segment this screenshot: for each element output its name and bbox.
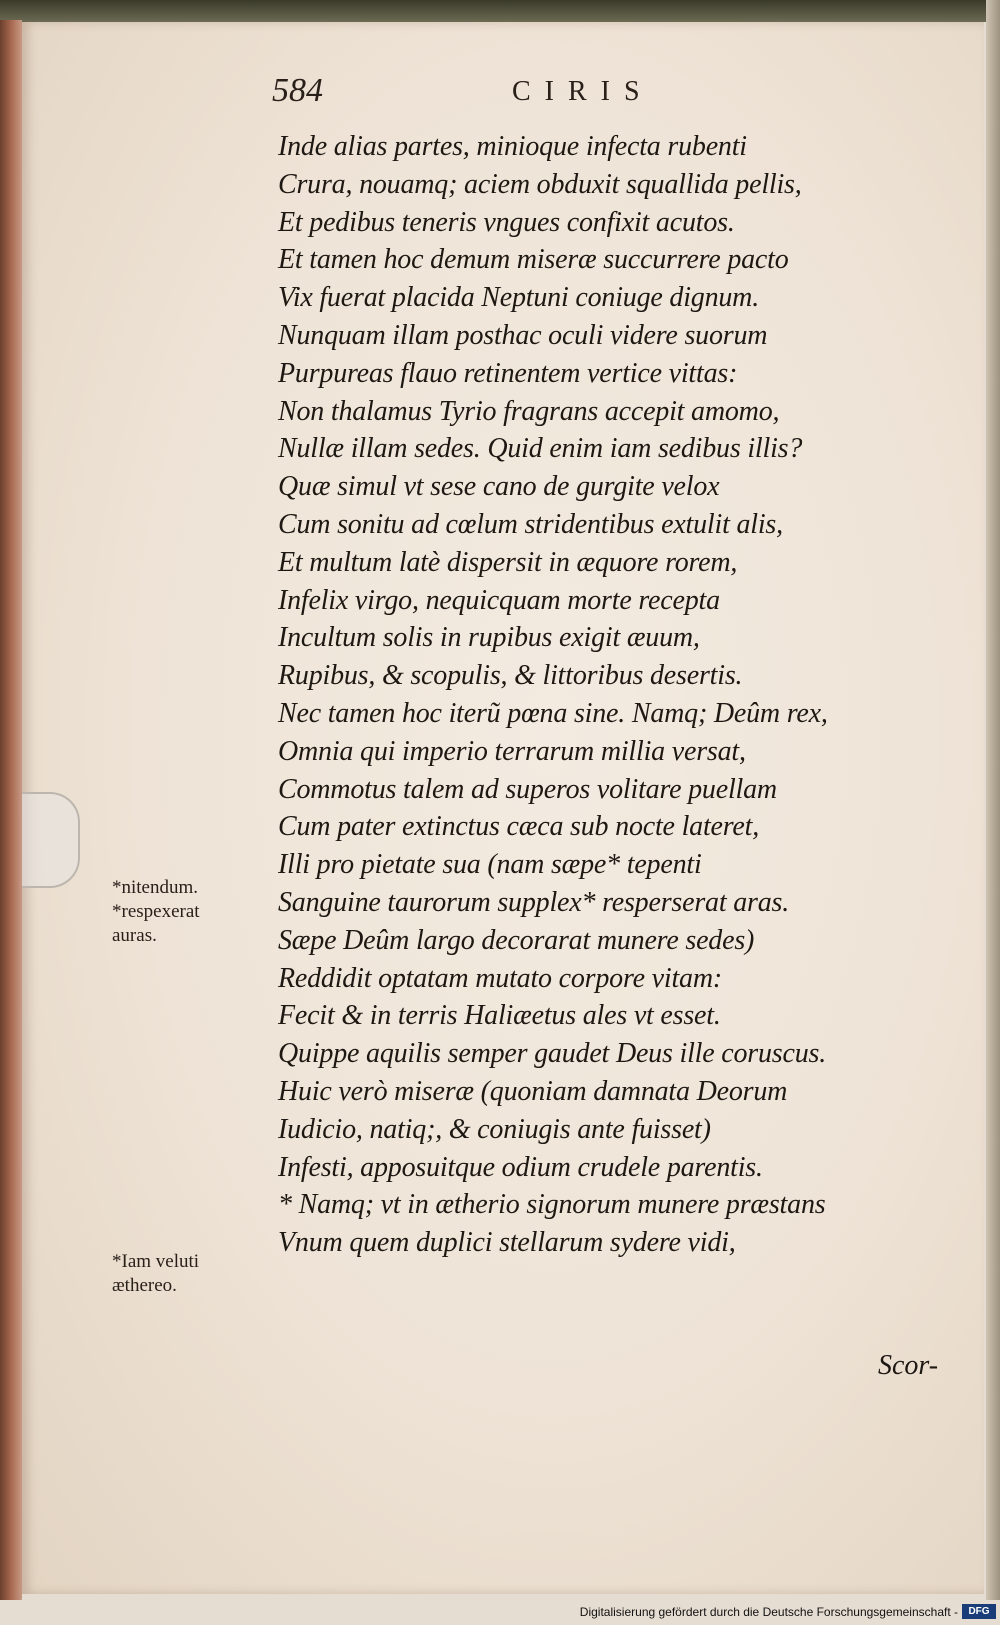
page-clip [22, 792, 80, 888]
verse-line: Rupibus, & scopulis, & littoribus desertis. [278, 660, 743, 692]
verse-line: Et tamen hoc demum miseræ succurrere pacto [278, 244, 789, 276]
verse-block [278, 128, 958, 1262]
verse-line: Sæpe Deûm largo decorarat munere sedes) [278, 924, 755, 956]
digitization-credit: Digitalisierung gefördert durch die Deutsche Forschungsgemeinschaft - [579, 1605, 958, 1619]
verse-line: Reddidit optatam mutato corpore vitam: [278, 962, 722, 994]
margin-note-line: *respexerat [112, 901, 200, 922]
verse-line: Incultum solis in rupibus exigit æuum, [278, 622, 700, 654]
verse-line: Omnia qui imperio terrarum millia versat, [278, 735, 746, 767]
catchword: Scor- [878, 1350, 939, 1381]
verse-line: Purpureas flauo retinentem vertice vittas: [278, 357, 738, 389]
margin-note [112, 1250, 199, 1298]
verse-line: Cum sonitu ad cœlum stridentibus extulit alis, [278, 508, 783, 540]
verse-line: Huic verò miseræ (quoniam damnata Deorum [278, 1075, 788, 1107]
margin-note-line: auras. [112, 925, 157, 946]
verse-line: Et multum latè dispersit in æquore rorem, [278, 546, 738, 578]
margin-note [112, 876, 200, 948]
verse-line: * Namq; vt in ætherio signorum munere præstans [278, 1189, 826, 1221]
verse-line: Et pedibus teneris vngues confixit acutos. [278, 206, 735, 238]
verse-line: Vix fuerat placida Neptuni coniuge dignum. [278, 282, 759, 314]
verse-line: Inde alias partes, minioque infecta rubenti [278, 131, 747, 162]
verse-line: Quippe aquilis semper gaudet Deus ille coruscus. [278, 1038, 826, 1070]
page-header [272, 72, 912, 120]
book-right-edge [986, 0, 1000, 1600]
verse-line: Crura, nouamq; aciem obduxit squallida pellis, [278, 168, 802, 200]
verse-line: Iudicio, natiq;, & coniugis ante fuisset) [278, 1113, 711, 1145]
verse-line: Nullæ illam sedes. Quid enim iam sedibus illis? [278, 433, 803, 465]
margin-note-line: *Iam veluti [112, 1251, 200, 1272]
book-left-edge [0, 20, 22, 1600]
verse-line: Non thalamus Tyrio fragrans accepit amomo, [278, 395, 780, 427]
verse-line: Quæ simul vt sese cano de gurgite velox [278, 471, 720, 503]
verse-line: Infesti, apposuitque odium crudele parentis. [278, 1151, 763, 1183]
page-number: 584 [272, 72, 323, 109]
verse-line: Commotus talem ad superos volitare puellam [278, 773, 777, 805]
verse-line: Vnum quem duplici stellarum sydere vidi, [278, 1227, 736, 1259]
verse-line: Fecit & in terris Haliæetus ales vt esset. [278, 1000, 721, 1032]
margin-note-line: æthereo. [112, 1275, 177, 1296]
running-title: CIRIS [512, 76, 654, 107]
verse-line: Nunquam illam posthac oculi videre suorum [278, 319, 768, 351]
dfg-logo: DFG [962, 1604, 996, 1619]
verse-line: Sanguine taurorum supplex* resperserat aras. [278, 886, 789, 918]
book-top-edge [0, 0, 1000, 22]
verse-line: Infelix virgo, nequicquam morte recepta [278, 584, 720, 616]
margin-note-line: *nitendum. [112, 877, 199, 898]
verse-line: Cum pater extinctus cæca sub nocte lateret, [278, 811, 760, 843]
verse-line: Illi pro pietate sua (nam sæpe* tepenti [278, 849, 702, 881]
verse-line: Nec tamen hoc iterũ pœna sine. Namq; Deûm rex, [278, 697, 828, 729]
